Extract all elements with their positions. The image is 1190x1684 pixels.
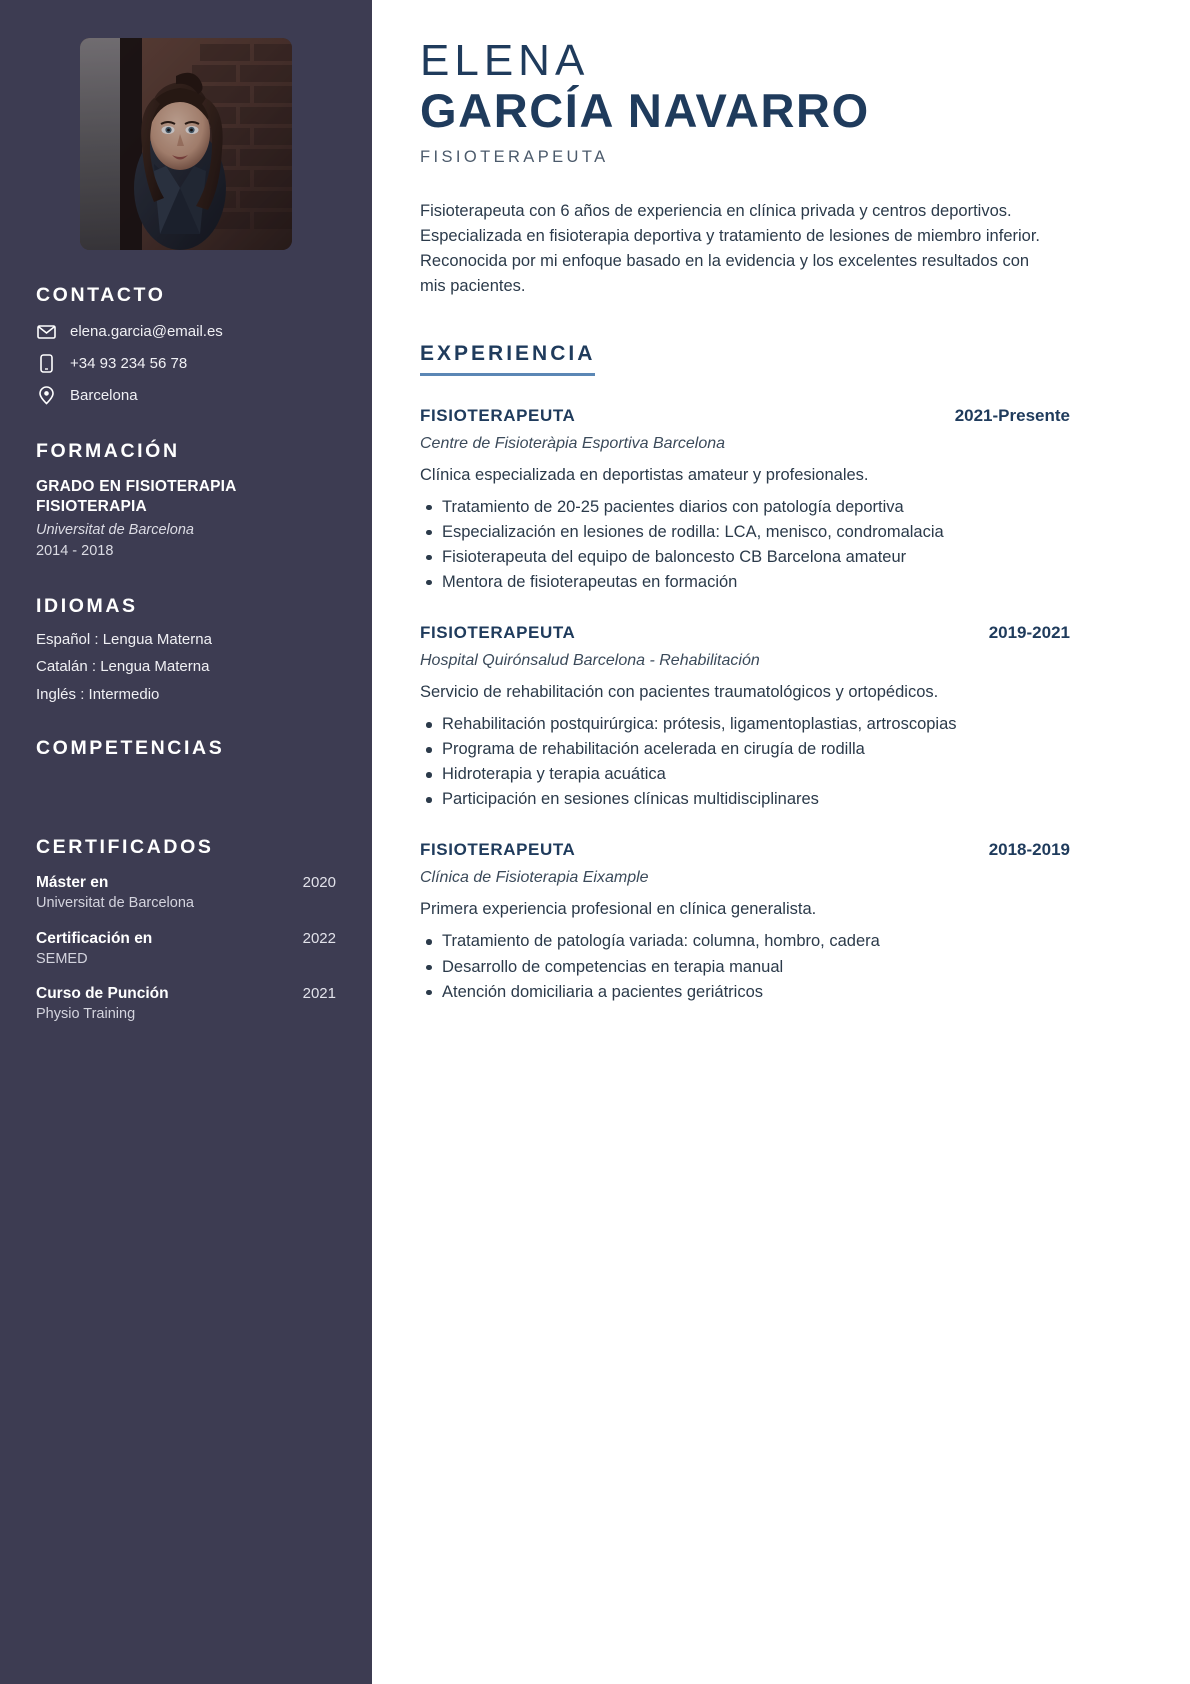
competencias-heading: COMPETENCIAS [36,737,225,760]
contact-phone-value: +34 93 234 56 78 [70,354,188,372]
education-entry [36,477,336,561]
certificate-year: 2020 [302,874,336,892]
experience-description: Servicio de rehabilitación con pacientes traumatológicos y ortopédicos. [420,682,939,701]
experience-description: Primera experiencia profesional en clínica generalista. [420,900,817,919]
experience-bullet: Atención domiciliaria a pacientes geriátricos [420,980,1070,1005]
contact-item-location[interactable] [36,385,336,406]
idiomas-heading: IDIOMAS [36,594,138,617]
location-pin-icon [36,385,57,406]
experience-role: FISIOTERAPEUTA [420,405,576,425]
experience-item [420,840,1070,1004]
competencias-empty-list [36,774,336,802]
certificate-item [36,984,336,1024]
first-name: ELENA [420,36,590,85]
contact-email-value: elena.garcia@email.es [70,322,223,340]
experience-bullets [420,929,1070,1004]
contact-location-value: Barcelona [70,386,138,404]
certificate-issuer: SEMED [36,950,88,967]
experience-bullets [420,712,1070,812]
experience-role: FISIOTERAPEUTA [420,622,576,642]
certificate-item [36,929,336,969]
certificate-issuer: Universitat de Barcelona [36,895,194,912]
experience-bullet: Hidroterapia y terapia acuática [420,762,1070,787]
experience-dates: 2018-2019 [988,840,1070,860]
experience-description: Clínica especializada en deportistas amateur y profesionales. [420,465,869,484]
experience-bullet: Tratamiento de patología variada: columna, hombro, cadera [420,929,1070,954]
envelope-icon [36,321,57,342]
experience-item [420,623,1070,812]
certificate-name: Certificación en [36,929,153,947]
experiencia-heading: EXPERIENCIA [420,342,595,376]
certificate-name: Curso de Punción [36,985,169,1003]
cv-header [420,38,1070,167]
contact-list [36,321,336,406]
experience-dates: 2019-2021 [988,622,1070,642]
experience-bullet: Programa de rehabilitación acelerada en cirugía de rodilla [420,737,1070,762]
experience-bullet: Rehabilitación postquirúrgica: prótesis, ligamentoplastias, artroscopias [420,712,1070,737]
certificados-heading: CERTIFICADOS [36,836,214,859]
language-item: Español : Lengua Materna [36,630,212,648]
profile-photo [80,38,292,250]
experience-bullets [420,495,1070,595]
sidebar [0,0,372,1684]
experience-role: FISIOTERAPEUTA [420,840,576,860]
languages-list [36,632,336,704]
experience-bullet: Mentora de fisioterapeutas en formación [420,570,1070,595]
certificate-item [36,873,336,913]
certificate-name: Máster en [36,874,109,892]
professional-summary: Fisioterapeuta con 6 años de experiencia en clínica privada y centros deportivos. Especializada en fisioterapia deportiva y tratamiento de lesiones de miembro inferior. Reconocida por mi enfoque basado en la evidencia y los excelentes resultados con mis pacientes. [420,202,1040,296]
certificate-year: 2022 [302,929,336,947]
experience-bullet: Especialización en lesiones de rodilla: LCA, menisco, condromalacia [420,520,1070,545]
contacto-heading: CONTACTO [36,284,166,306]
certificates-list [36,873,336,1024]
contact-item-phone[interactable] [36,353,336,374]
certificate-issuer: Physio Training [36,1006,136,1023]
experience-company: Centre de Fisioteràpia Esportiva Barcelona [420,434,726,452]
contact-item-email[interactable] [36,321,336,342]
experience-bullet: Desarrollo de competencias en terapia manual [420,955,1070,980]
education-years: 2014 - 2018 [36,542,114,559]
experience-company: Hospital Quirónsalud Barcelona - Rehabilitación [420,651,760,669]
experience-dates: 2021-Presente [954,405,1070,425]
headline-job-title: FISIOTERAPEUTA [420,148,609,167]
phone-icon [36,353,57,374]
last-name: GARCÍA NAVARRO [420,83,870,137]
experience-bullet: Participación en sesiones clínicas multidisciplinares [420,787,1070,812]
experience-item [420,406,1070,595]
experience-company: Clínica de Fisioterapia Eixample [420,869,649,887]
profile-photo-image [80,38,292,250]
language-item: Inglés : Intermedio [36,685,160,703]
education-school: Universitat de Barcelona [36,521,194,538]
experience-bullet: Fisioterapeuta del equipo de baloncesto CB Barcelona amateur [420,545,1070,570]
certificate-year: 2021 [302,985,336,1003]
experience-bullet: Tratamiento de 20-25 pacientes diarios con patología deportiva [420,495,1070,520]
language-item: Catalán : Lengua Materna [36,658,210,676]
education-degree: GRADO EN FISIOTERAPIA FISIOTERAPIA [36,478,236,516]
main-content [372,0,1190,1684]
formacion-heading: FORMACIÓN [36,440,180,462]
